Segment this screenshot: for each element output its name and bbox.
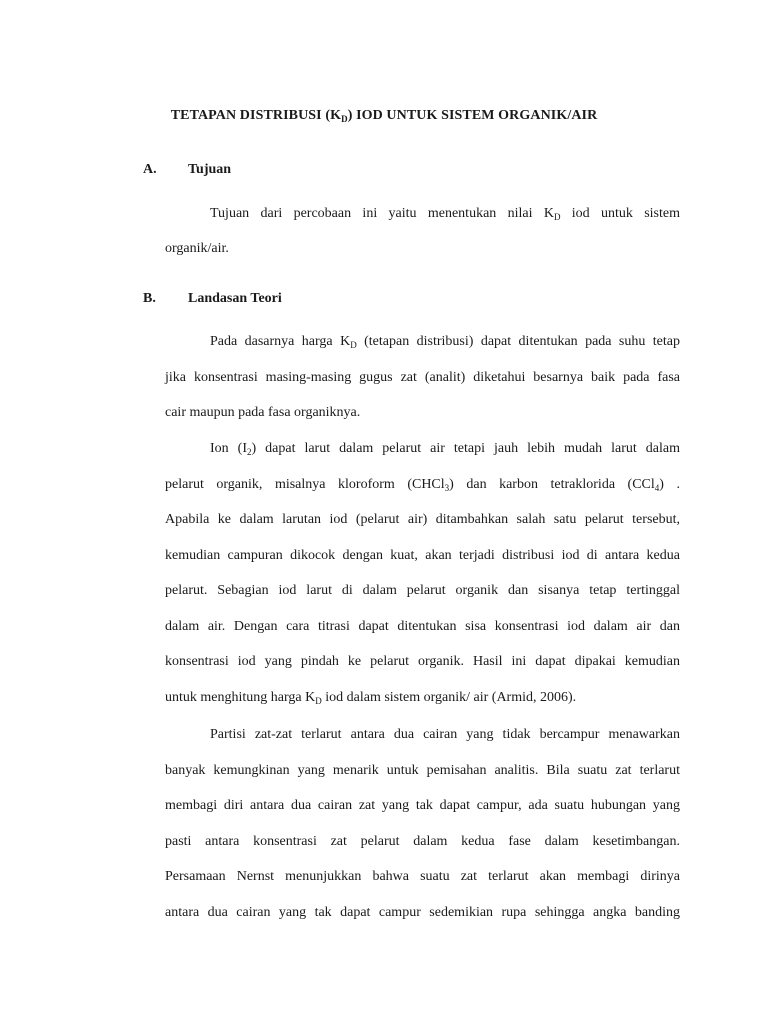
text-line: jika konsentrasi masing-masing gugus zat (analit) diketahui besarnya baik pada fasa [165,370,680,385]
text-line: Ion $(I_2)$ dapat larut dalam pelarut air tetapi jauh lebih mudah larut dalam [210,441,680,457]
text-line: pelarut. Sebagian iod larut di dalam pelarut organik dan sisanya tetap tertinggal [165,583,680,598]
text-line: pasti antara konsentrasi zat pelarut dalam kedua fase dalam kesetimbangan. [165,834,680,849]
text-line: organik/air. [165,241,229,256]
text-line: untuk menghitung harga $K_D$ iod dalam sistem organik/ air (Armid, 2006). [165,690,577,706]
text-line: kemudian campuran dikocok dengan kuat, akan terjadi distribusi iod di antara kedua [165,548,680,563]
section-label: Landasan Teori [188,291,282,306]
text-line: membagi diri antara dua cairan zat yang tak dapat campur, ada suatu hubungan yang [165,798,680,813]
text-line: Partisi zat-zat terlarut antara dua cairan yang tidak bercampur menawarkan [210,727,680,742]
text-line: Apabila ke dalam larutan iod (pelarut air) ditambahkan salah satu pelarut tersebut, [165,512,680,527]
document-title: TETAPAN DISTRIBUSI $(K_D)$ IOD UNTUK SISTEM ORGANIK/AIR [170,108,598,124]
text-line: antara dua cairan yang tak dapat campur sedemikian rupa sehingga angka banding [165,905,680,920]
section-letter: B. [143,291,156,306]
text-line: dalam air. Dengan cara titrasi dapat ditentukan sisa konsentrasi iod dalam air dan [165,619,680,634]
text-line: konsentrasi iod yang pindah ke pelarut organik. Hasil ini dapat dipakai kemudian [165,654,680,669]
text-line: Pada dasarnya harga $K_D$ (tetapan distribusi) dapat ditentukan pada suhu tetap [210,334,680,350]
text-line: Persamaan Nernst menunjukkan bahwa suatu zat terlarut akan membagi dirinya [165,869,680,884]
text-line: pelarut organik, misalnya kloroform (CHCl$_3$) dan karbon tetraklorida (CCl$_4$) . [165,477,680,493]
text-line: banyak kemungkinan yang menarik untuk pemisahan analitis. Bila suatu zat terlarut [165,763,680,778]
text-line: Tujuan dari percobaan ini yaitu menentukan nilai $K_D$ iod untuk sistem [210,206,681,222]
section-letter: A. [143,162,157,177]
section-label: Tujuan [188,162,232,177]
text-line: cair maupun pada fasa organiknya. [165,405,361,420]
